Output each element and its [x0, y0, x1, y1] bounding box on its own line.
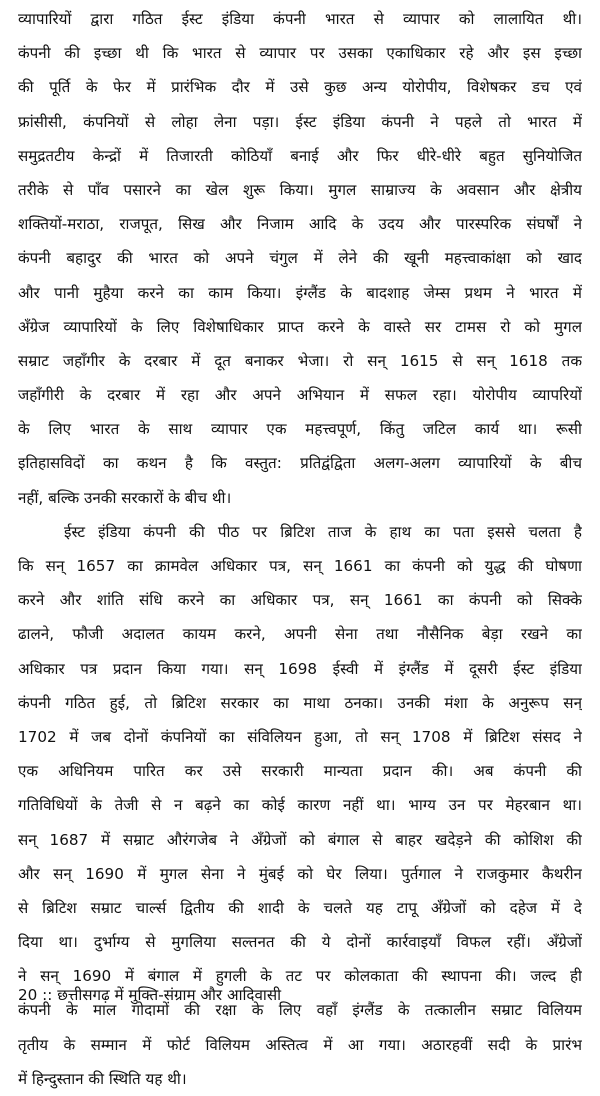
text-line: नहीं, बल्कि उनकी सरकारों के बीच थी।	[18, 488, 232, 507]
text-line: अधिकार पत्र प्रदान किया गया। सन् 1698 ईस्वी में इंग्लैंड में दूसरी ईस्ट इंडिया	[18, 659, 582, 678]
text-line: दिया था। दुर्भाग्य से मुगलिया सल्तनत की ये दोनों कार्रवाइयाँ विफल रहीं। अँग्रेजों	[18, 933, 582, 952]
paragraph-1	[18, 2, 582, 515]
text-line: शक्तियों-मराठा, राजपूत, सिख और निजाम आदि के उदय और पारस्परिक संघर्षों ने	[18, 215, 582, 234]
text-line: अँग्रेज व्यापारियों के लिए विशेषाधिकार प्राप्त करने के वास्ते सर टामस रो को मुगल	[18, 317, 582, 336]
text-line: समुद्रतटीय केन्द्रों में तिजारती कोठियाँ बनाई और फिर धीरे-धीरे बहुत सुनियोजित	[18, 146, 582, 165]
text-line: इतिहासविदों का कथन है कि वस्तुत: प्रतिद्वंद्विता अलग-अलग व्यापारियों के बीच	[18, 454, 582, 473]
text-line: ने सन् 1690 में बंगाल में हुगली के तट पर कोलकाता की स्थापना की। जल्द ही	[18, 967, 582, 986]
text-line: कंपनी के माल गोदामों की रक्षा के लिए वहाँ इंग्लैंड के तत्कालीन सम्राट विलियम	[18, 1001, 582, 1020]
text-line: तृतीय के सम्मान में फोर्ट विलियम अस्तित्व में आ गया। अठारहवीं सदी के प्रारंभ	[18, 1035, 582, 1054]
text-line: सम्राट जहाँगीर के दरबार में दूत बनाकर भेजा। रो सन् 1615 से सन् 1618 तक	[18, 351, 582, 370]
text-line: ढालने, फौजी अदालत कायम करने, अपनी सेना तथा नौसैनिक बेड़ा रखने का	[18, 625, 582, 644]
text-line: व्यापारियों द्वारा गठित ईस्ट इंडिया कंपनी भारत से व्यापार को लालायित थी।	[18, 10, 582, 28]
text-line: के लिए भारत के साथ व्यापार एक महत्त्वपूर्ण, किंतु जटिल कार्य था। रूसी	[18, 420, 582, 439]
text-line: और पानी मुहैया करने का काम किया। इंग्लैंड के बादशाह जेम्स प्रथम ने भारत में	[18, 283, 582, 302]
text-line: कि सन् 1657 का क्रामवेल अधिकार पत्र, सन् 1661 का कंपनी को युद्ध की घोषणा	[18, 557, 582, 575]
text-line: तरीके से पाँव पसारने का खेल शुरू किया। मुगल साम्राज्य के अवसान और क्षेत्रीय	[18, 180, 582, 199]
text-line: कंपनी बहादुर की भारत को अपने चंगुल में लेने की खूनी महत्त्वाकांक्षा को खाद	[18, 249, 582, 268]
text-line: गतिविधियों के तेजी से न बढ़ने का कोई कारण नहीं था। भाग्य उन पर मेहरबान था।	[18, 796, 582, 815]
page-footer	[18, 984, 281, 1006]
text-line: कंपनी गठित हुई, तो ब्रिटिश सरकार का माथा ठनका। उनकी मंशा के अनुरूप सन्	[18, 693, 582, 712]
text-line: 1702 में जब दोनों कंपनियों का संविलियन हुआ, तो सन् 1708 में ब्रिटिश संसद ने	[18, 727, 582, 746]
text-line: सन् 1687 में सम्राट औरंगजेब ने अँग्रेजों को बंगाल से बाहर खदेड़ने की कोशिश की	[18, 830, 582, 849]
paragraph-2	[18, 515, 582, 1096]
text-line: एक अधिनियम पारित कर उसे सरकारी मान्यता प्रदान की। अब कंपनी की	[18, 762, 582, 781]
text-line: और सन् 1690 में मुगल सेना ने मुंबई को घेर लिया। पुर्तगाल ने राजकुमार कैथरीन	[18, 864, 582, 883]
footer-separator: ::	[42, 986, 53, 1004]
text-line: ईस्ट इंडिया कंपनी की पीठ पर ब्रिटिश ताज के हाथ का पता इससे चलता है	[64, 522, 582, 541]
text-line: से ब्रिटिश सम्राट चार्ल्स द्वितीय की शादी के चलते यह टापू अँग्रेजों को दहेज में दे	[18, 898, 582, 917]
text-line: जहाँगीरी के दरबार में रहा और अपने अभियान में सफल रहा। योरोपीय व्यापरियों	[18, 386, 582, 405]
text-line: में हिन्दुस्तान की स्थिति यह थी।	[18, 1069, 187, 1088]
book-title: छत्तीसगढ़ में मुक्ति-संग्राम और आदिवासी	[57, 986, 282, 1004]
text-line: करने और शांति संधि करने का अधिकार पत्र, सन् 1661 का कंपनी को सिक्के	[18, 591, 582, 610]
text-line: की पूर्ति के फेर में प्रारंभिक दौर में उसे कुछ अन्य योरोपीय, विशेषकर डच एवं	[18, 78, 582, 97]
body-text	[18, 2, 582, 1096]
page-number: 20	[18, 986, 38, 1004]
text-line: फ्रांसीसी, कंपनियों से लोहा लेना पड़ा। ईस्ट इंडिया कंपनी ने पहले तो भारत में	[18, 112, 582, 131]
text-line: कंपनी की इच्छा थी कि भारत से व्यापार पर उसका एकाधिकार रहे और इस इच्छा	[18, 44, 582, 63]
